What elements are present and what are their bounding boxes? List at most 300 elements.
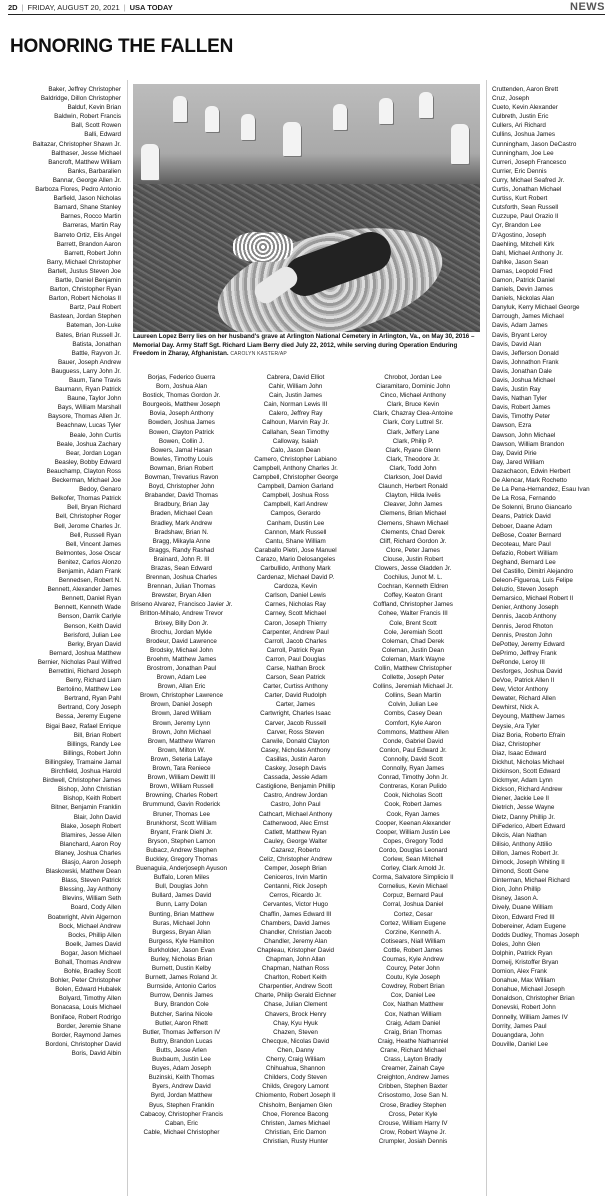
fallen-name: Birchfield, Joshua Harold xyxy=(50,768,121,776)
fallen-name: Cerros, Ricardo Jr. xyxy=(269,892,322,900)
fallen-name: Dobereiner, Adam Eugene xyxy=(492,922,566,930)
fallen-name: Caraballo Pietri, Jose Manuel xyxy=(254,546,337,554)
fallen-name: Donaldson, Christopher Brian xyxy=(492,995,575,1003)
fallen-name: Benson, Keith David xyxy=(63,622,121,630)
fallen-name: Cornelius, Kevin Michael xyxy=(378,883,448,891)
fallen-name: Berry, Richard Liam xyxy=(65,677,121,685)
fallen-name: Donahue, Max William xyxy=(492,977,555,985)
fallen-name: Catherwood, Alec Ernst xyxy=(262,819,329,827)
fallen-name: Daehling, Mitchell Kirk xyxy=(492,240,555,248)
fallen-name: Cooper, Keenan Alexander xyxy=(375,819,451,827)
fallen-name: Dixon, Edward Fred III xyxy=(492,913,555,921)
fallen-name: Bartelt, Justus Steven Joe xyxy=(47,267,121,275)
fallen-name: Benitez, Carlos Alonzo xyxy=(57,558,121,566)
fallen-name: DeVoe, Patrick Allen II xyxy=(492,677,555,685)
fallen-name: Christian, Rusty Hunter xyxy=(262,1137,329,1145)
fallen-name: Davis, Nathan Tyler xyxy=(492,395,547,403)
fallen-name: Bitner, Benjamin Franklin xyxy=(51,804,121,812)
fallen-name: Bryson, Stephen Lamon xyxy=(147,837,216,845)
fallen-name: Bessa, Jeremy Eugene xyxy=(55,713,121,721)
fallen-name: Calloway, Isaiah xyxy=(272,437,319,445)
fallen-name: Desforges, Joshua David xyxy=(492,668,563,675)
fallen-name: Dinterman, Michael Richard xyxy=(492,877,570,885)
fallen-name: Blaney, Joshua Charles xyxy=(54,849,121,857)
fallen-name: Dawson, John Michael xyxy=(492,431,556,439)
fallen-name: Curtiss, Kurt Robert xyxy=(492,195,548,203)
fallen-name: Celiz, Christopher Andrew xyxy=(259,855,332,863)
fallen-name: Cole, Brent Scott xyxy=(389,619,437,627)
fallen-name: Berrettini, Richard Joseph xyxy=(48,668,121,675)
fallen-name: Cross, Peter Kyle xyxy=(388,1110,438,1118)
fallen-name: Carnes, Nicholas Ray xyxy=(265,601,326,609)
fallen-name: Davis, Bryant Leroy xyxy=(492,331,547,339)
fallen-name: Deghand, Bernard Lee xyxy=(492,558,556,566)
fallen-name: Dawson, William Brandon xyxy=(492,440,565,448)
fallen-name: Barnes, Rocco Martin xyxy=(60,213,121,221)
fallen-name: Collette, Joseph Peter xyxy=(382,674,444,682)
fallen-name: Buckley, Gregory Thomas xyxy=(145,855,218,863)
fallen-name: Buenaguia, Anderjoseph Ayuson xyxy=(136,865,227,873)
fallen-name: Clemens, Brian Michael xyxy=(379,510,447,518)
fallen-name: Cohee, Walter Francis III xyxy=(378,610,448,618)
fallen-name: Caban, Eric xyxy=(165,1119,198,1127)
fallen-name: Courcy, Peter John xyxy=(386,965,440,973)
fallen-name: Coleman, Chad Derek xyxy=(381,637,445,645)
publication-date: FRIDAY, AUGUST 20, 2021 xyxy=(27,2,120,12)
fallen-name: Bull, Douglas John xyxy=(155,883,208,891)
fallen-name: Cullers, Ari Richard xyxy=(492,122,546,130)
fallen-name: Douville, Daniel Lee xyxy=(492,1040,549,1048)
fallen-name: Creamer, Zainah Caye xyxy=(381,1065,445,1073)
fallen-name: Charpentier, Andrew Scott xyxy=(258,983,333,991)
fallen-name: Donnelly, William James IV xyxy=(492,1013,568,1021)
fallen-name: Callahan, Sean Timothy xyxy=(262,428,329,436)
fallen-name: Corzine, Kenneth A. xyxy=(384,928,441,936)
fallen-name: Craig, Adam Daniel xyxy=(385,1019,441,1027)
fallen-name: Bruner, Thomas Lee xyxy=(153,810,210,818)
fallen-name: Baldwin, Robert Francis xyxy=(54,113,121,121)
fallen-name: De Alencar, Mark Rochetto xyxy=(492,477,567,485)
fallen-name: Conde, Gabriel David xyxy=(382,737,444,745)
fallen-name: Catlett, Matthew Ryan xyxy=(264,828,327,836)
fallen-name: Caron, Joseph Thierry xyxy=(264,619,327,627)
fallen-name: Cox, Nathan Matthew xyxy=(382,1001,444,1009)
fallen-name: Cunningham, Joe Lee xyxy=(492,149,554,157)
fallen-name: Childs, Gregory Lamont xyxy=(262,1083,329,1091)
fallen-name: Dietz, Danny Phillip Jr. xyxy=(492,813,555,821)
fallen-name: Dew, Victor Anthony xyxy=(492,686,549,694)
fallen-name: Byers, Andrew David xyxy=(152,1083,211,1091)
fallen-name: Contreras, Koran Pulido xyxy=(379,783,447,791)
fallen-name: Clark, Chazray Clea-Antoine xyxy=(373,410,453,418)
fallen-name: Diaz, Christopher xyxy=(492,740,541,748)
fallen-name: Cooper, William Justin Lee xyxy=(375,828,451,836)
fallen-name: Davis, Jonathan Dale xyxy=(492,367,552,375)
fallen-name: Cochran, Kenneth Eldren xyxy=(377,583,449,591)
fallen-name: Bullard, James David xyxy=(151,892,212,900)
fallen-name: Bell, Christopher Roger xyxy=(55,513,121,521)
fallen-name: Cahir, William John xyxy=(268,383,323,391)
fallen-name: Burley, Nicholas Brian xyxy=(150,956,213,963)
fallen-name: Collins, Sean Martin xyxy=(384,692,442,700)
fallen-name: Davis, Justin Ray xyxy=(492,386,541,394)
fallen-name: Buyes, Adam Joseph xyxy=(151,1065,212,1073)
fallen-name: Blevins, William Seth xyxy=(62,895,121,903)
headstone xyxy=(419,92,433,118)
fallen-name: Briseno Alvarez, Francisco Javier Jr. xyxy=(131,601,232,609)
fallen-name: Burnett, Dustin Kelby xyxy=(151,965,212,973)
fallen-name: Bancroft, Matthew William xyxy=(48,158,121,166)
photo-caption xyxy=(133,333,480,359)
fallen-name: Checque, Nicolas David xyxy=(261,1037,330,1045)
fallen-name: Barton, Robert Nicholas II xyxy=(48,295,121,303)
fallen-name: Diaz Boria, Roberto Efrain xyxy=(492,731,566,739)
fallen-name: Clayton, Hilda Ivelis xyxy=(385,492,441,500)
fallen-name: Defazio, Robert William xyxy=(492,549,558,557)
fallen-name: Bohler, Peter Christopher xyxy=(50,977,121,985)
fallen-name: Bowden, Joshua James xyxy=(148,419,215,427)
fallen-name: Bradley, Mark Andrew xyxy=(150,519,213,527)
fallen-name: Calero, Jeffrey Ray xyxy=(268,410,323,418)
fallen-name: Demarsico, Michael Robert II xyxy=(492,595,574,603)
column-rule xyxy=(127,80,128,1196)
fallen-name: Davis, Timothy Peter xyxy=(492,413,551,421)
fallen-name: Donevski, Robert John xyxy=(492,1004,556,1012)
fallen-name: Cole, Jeremiah Scott xyxy=(383,628,443,636)
fallen-name: Diaz, Isaac Edward xyxy=(492,749,547,757)
fallen-name: Dikcis, Alan Nathan xyxy=(492,831,547,839)
fallen-name: Blessing, Jay Anthony xyxy=(59,886,121,894)
fallen-name: Carter, David Rudolph xyxy=(264,692,327,700)
headstone xyxy=(333,104,347,130)
fallen-name: Curreri, Joseph Francesco xyxy=(492,158,567,166)
names-column-5 xyxy=(492,85,605,1049)
fallen-name: Bedoy, Genaro xyxy=(79,486,121,494)
fallen-name: Clowers, Jesse Gladden Jr. xyxy=(374,564,452,572)
fallen-name: Bolyard, Timothy Allen xyxy=(58,995,121,1003)
fallen-name: Blake, Joseph Robert xyxy=(60,822,121,830)
fallen-name: Cochilus, Junot M. L. xyxy=(383,574,443,582)
fallen-name: Battle, Rayvon Jr. xyxy=(71,349,121,357)
fallen-name: Crane, Richard Michael xyxy=(380,1046,446,1054)
names-column-3 xyxy=(243,373,348,1146)
fallen-name: Doles, John Glen xyxy=(492,940,541,948)
fallen-name: Carver, Ross Steven xyxy=(266,728,325,736)
fallen-name: Bennedsen, Robert N. xyxy=(58,577,121,585)
fallen-name: Baker, Jeffrey Christopher xyxy=(48,86,121,93)
fallen-name: Clark, Cory Luttrel Sr. xyxy=(382,419,444,427)
fallen-name: DiFederico, Albert Edward xyxy=(492,822,566,830)
fallen-name: Brainard, John R. III xyxy=(153,555,210,563)
fallen-name: Brodsky, Michael John xyxy=(150,646,213,654)
fallen-name: Bartz, Paul Robert xyxy=(69,304,121,312)
fallen-name: Chazen, Steven xyxy=(273,1028,318,1036)
fallen-name: Conlon, Paul Edward Jr. xyxy=(379,746,447,754)
fallen-name: Cunningham, Jason DeCastro xyxy=(492,140,577,148)
fallen-name: DeBose, Coater Bernard xyxy=(492,531,561,539)
fallen-name: Cazarez, Roberto xyxy=(270,846,321,854)
fallen-name: Dickhut, Nicholas Michael xyxy=(492,758,565,766)
fallen-name: Bonacasa, Louis Michael xyxy=(50,1004,121,1012)
fallen-name: Dahlke, Jason Sean xyxy=(492,258,549,266)
fallen-name: Dahl, Michael Anthony Jr. xyxy=(492,249,564,257)
fallen-name: Combs, Casey Dean xyxy=(383,710,443,718)
fallen-name: Bear, Jordan Logan xyxy=(66,449,121,457)
fallen-name: Braden, Michael Cean xyxy=(150,510,213,518)
fallen-name: Bowers, Jamal Hasan xyxy=(150,446,213,454)
fallen-name: Canham, Dustin Lee xyxy=(266,519,325,527)
fallen-name: Dickinson, Scott Edward xyxy=(492,768,561,776)
fallen-name: Butler, Thomas Jefferson IV xyxy=(142,1028,221,1036)
fallen-name: Carney, Scott Michael xyxy=(264,610,327,618)
fallen-name: Board, Cody Allen xyxy=(70,904,121,912)
fallen-name: Cruttenden, Aaron Brett xyxy=(492,86,559,93)
fallen-name: Cortez, Cesar xyxy=(393,910,433,918)
fallen-name: Coffland, Christopher James xyxy=(373,601,453,609)
fallen-name: Corral, Joshua Daniel xyxy=(382,901,444,909)
fallen-name: Bishop, John Christian xyxy=(57,786,121,794)
fallen-name: Clark, Ryane Glenn xyxy=(385,446,441,454)
fallen-name: Domeij, Kristoffer Bryan xyxy=(492,959,559,966)
fallen-name: Boelk, James David xyxy=(65,940,121,948)
fallen-name: Burrow, Dennis James xyxy=(150,992,213,1000)
fallen-name: Bragg, Mikayla Anne xyxy=(152,537,211,545)
fallen-name: Barrett, Robert John xyxy=(64,249,121,257)
fallen-name: Berky, Bryan David xyxy=(67,640,121,648)
fallen-name: Dolphin, Patrick Ryan xyxy=(492,949,553,957)
fallen-name: Disney, Jason A. xyxy=(492,895,539,903)
fallen-name: Brostrom, Jonathan Paul xyxy=(146,665,217,672)
fallen-name: Blair, John David xyxy=(73,813,121,821)
fallen-name: Crose, Bradley Stephen xyxy=(379,1101,447,1109)
fallen-name: Bartle, Daniel Benjamin xyxy=(55,276,121,284)
fallen-name: Dickmyer, Adam Lynn xyxy=(492,777,553,785)
fallen-name: Brown, Milton W. xyxy=(157,746,206,754)
fallen-name: Brown, Daniel Joseph xyxy=(150,701,213,709)
fallen-name: Buffalo, Loren Miles xyxy=(153,874,210,882)
fallen-name: Blaskowski, Matthew Dean xyxy=(45,868,121,876)
fallen-name: Dazachacon, Edwin Herbert xyxy=(492,467,571,475)
fallen-name: Bradbury, Brian Jay xyxy=(154,501,209,509)
fallen-name: Billings, Robert John xyxy=(63,749,121,757)
fallen-name: Belmontes, Jose Oscar xyxy=(55,549,121,557)
fallen-name: Casillas, Justin Aaron xyxy=(265,755,326,763)
fallen-name: Barboza Flores, Pedro Antonio xyxy=(35,186,121,194)
fallen-name: Cauley, George Walter xyxy=(263,837,328,845)
fallen-name: Brown, Tara Reniece xyxy=(152,765,211,773)
fallen-name: Coleman, Justin Dean xyxy=(382,646,444,654)
fallen-name: Chandler, Christian Jacob xyxy=(259,928,332,936)
fallen-name: Dillon, James Robert Jr. xyxy=(492,849,559,857)
fallen-name: Curry, Michael Seafred Jr. xyxy=(492,176,565,184)
fallen-name: Baldridge, Dillon Christopher xyxy=(40,95,121,103)
fallen-name: Buzinski, Keith Thomas xyxy=(148,1074,215,1082)
fallen-name: Deleon-Figueroa, Luis Felipe xyxy=(492,577,573,585)
fallen-name: Baum, Tane Travis xyxy=(68,377,121,384)
fallen-name: Calhoun, Marvin Ray Jr. xyxy=(261,419,330,427)
fallen-name: Carbullido, Anthony Mark xyxy=(260,564,331,572)
fallen-name: Cliff, Richard Gordon Jr. xyxy=(379,537,447,545)
fallen-name: Chrobot, Jordan Lee xyxy=(384,374,442,381)
fallen-name: Belkofer, Thomas Patrick xyxy=(51,495,121,503)
fallen-name: Buttry, Brandon Lucas xyxy=(150,1037,213,1045)
fallen-name: Day, David Pirie xyxy=(492,449,537,457)
fallen-name: Dawson, Ezra xyxy=(492,422,532,430)
fallen-name: Blamires, Jesse Allen xyxy=(61,831,121,839)
fallen-name: Boatwright, Alvin Algernon xyxy=(47,913,121,921)
fallen-name: Boniface, Robert Rodrigo xyxy=(50,1013,121,1021)
fallen-name: Bernard, Joshua Matthew xyxy=(49,649,121,657)
fallen-name: Ball, Scott Rowen xyxy=(71,122,121,130)
headstone xyxy=(173,96,187,122)
masthead xyxy=(8,0,605,14)
fallen-name: Ceniceros, Irvin Martin xyxy=(264,874,327,882)
fallen-name: Dilisio, Anthony Attilio xyxy=(492,840,552,848)
fallen-name: Buras, Michael John xyxy=(152,919,211,927)
fallen-name: Dively, Duane William xyxy=(492,904,553,912)
fallen-name: Bunn, Larry Dolan xyxy=(156,901,207,909)
fallen-name: Coleman, Mark Wayne xyxy=(381,655,445,663)
fallen-name: Cook, Nicholas Scott xyxy=(383,792,443,800)
masthead-rule xyxy=(8,14,605,15)
fallen-name: Campbell, Anthony Charles Jr. xyxy=(253,464,338,472)
fallen-name: Cherry, Craig William xyxy=(265,1056,325,1064)
fallen-name: Border, Raymond James xyxy=(51,1031,121,1039)
fallen-name: Clouse, Justin Robert xyxy=(382,555,444,563)
fallen-name: Burnside, Antonio Carlos xyxy=(146,983,217,991)
section-label: NEWS xyxy=(570,1,605,13)
fallen-name: Balthaser, Jesse Michael xyxy=(51,149,121,157)
fallen-name: Bell, Russell Ryan xyxy=(69,531,121,539)
fallen-name: Bell, Vincent James xyxy=(65,540,121,548)
fallen-name: Castro, John Paul xyxy=(270,801,321,809)
fallen-name: Brennan, Joshua Charles xyxy=(145,574,218,582)
fallen-name: Bowman, Trevarius Ravon xyxy=(144,474,219,482)
fallen-name: Bostick, Thomas Gordon Jr. xyxy=(142,392,221,400)
fallen-name: Birdwell, Christopher James xyxy=(42,777,121,785)
fallen-name: Danyluk, Kerry Michael George xyxy=(492,304,580,312)
fallen-name: Deyoung, Matthew James xyxy=(492,713,565,721)
fallen-name: Beachnaw, Lucas Tyler xyxy=(56,422,121,430)
fallen-name: Bovia, Joseph Anthony xyxy=(149,410,214,418)
fallen-name: Beale, Joshua Zachary xyxy=(56,440,121,448)
fallen-name: Chapleau, Kristopher David xyxy=(256,946,334,954)
fallen-name: Davis, Joshua Michael xyxy=(492,377,555,384)
fallen-name: Bock, Michael Andrew xyxy=(59,922,121,930)
fallen-name: Casey, Nicholas Anthony xyxy=(260,746,331,754)
fallen-name: Clark, Philip P. xyxy=(392,437,434,445)
fallen-name: Creighton, Andrew James xyxy=(376,1074,450,1082)
fallen-name: Dorrity, James Paul xyxy=(492,1022,547,1030)
fallen-name: Chambers, David James xyxy=(261,919,330,927)
fallen-name: Currier, Eric Dennis xyxy=(492,167,547,175)
fallen-name: Benjamin, Adam Frank xyxy=(57,567,121,575)
fallen-name: Barreto Ortiz, Elis Angel xyxy=(54,231,121,239)
fallen-name: Bell, Jerome Charles Jr. xyxy=(54,522,121,530)
fallen-name: Cleaver, John James xyxy=(383,501,443,509)
fallen-name: Campbell, Karl Andrew xyxy=(263,501,328,509)
fallen-name: Crisostomo, Jose San N. xyxy=(378,1092,448,1100)
fallen-name: Cain, Justin James xyxy=(268,392,323,400)
fallen-name: Bohle, Bradley Scott xyxy=(63,968,121,976)
cemetery-photo xyxy=(133,84,480,332)
fallen-name: Diener, Jackie Lee II xyxy=(492,795,550,803)
fallen-name: Boyd, Christopher John xyxy=(148,483,215,491)
fallen-name: Blanchard, Aaron Roy xyxy=(59,840,121,848)
fallen-name: Christian, Eric Damon xyxy=(264,1128,327,1136)
fallen-name: Baumann, Ryan Patrick xyxy=(54,386,121,394)
fallen-name: Benson, Darrik Carlyle xyxy=(58,613,121,621)
fallen-name: Billingsley, Tramaine Jamal xyxy=(45,758,121,766)
fallen-name: Dewhirst, Nick A. xyxy=(492,704,540,712)
fallen-name: Cervantes, Victor Hugo xyxy=(263,901,328,909)
fallen-name: Craig, Brian Thomas xyxy=(384,1028,442,1036)
fallen-name: Chapman, John Allan xyxy=(265,956,326,963)
fallen-name: Castiglione, Benjamin Phillip xyxy=(255,783,336,791)
fallen-name: Bubacz, Andrew Stephen xyxy=(146,846,217,854)
fallen-name: Chandler, Jeremy Alan xyxy=(263,937,328,945)
fallen-name: Connolly, Ryan James xyxy=(381,765,445,773)
fallen-name: Childers, Cody Steven xyxy=(264,1074,327,1082)
fallen-name: Dickson, Richard Andrew xyxy=(492,786,563,794)
fallen-name: Camero, Christopher Labiano xyxy=(254,455,337,463)
fallen-name: Darrough, James Michael xyxy=(492,313,564,321)
fallen-name: DePrimo, Jeffrey Frank xyxy=(492,649,557,657)
fallen-name: Baltazar, Christopher Shawn Jr. xyxy=(32,140,121,148)
fallen-name: Campbell, Damion Garland xyxy=(257,483,334,491)
fallen-name: Charlton, Robert Keith xyxy=(264,974,327,982)
names-column-4 xyxy=(358,373,468,1146)
fallen-name: Baune, Taylor John xyxy=(67,395,121,403)
masthead-separator: | xyxy=(21,2,24,12)
fallen-name: Clarkson, Joel David xyxy=(384,474,442,482)
fallen-name: Calo, Jason Dean xyxy=(270,446,321,454)
fallen-name: Donahue, Michael Joseph xyxy=(492,986,565,994)
fallen-name: Cardenaz, Michael David P. xyxy=(256,574,335,582)
fallen-name: Copes, Gregory Todd xyxy=(383,837,443,845)
fallen-name: Cruz, Joseph xyxy=(492,95,530,103)
fallen-name: Coumas, Kyle Andrew xyxy=(382,956,444,963)
fallen-name: Chaffin, James Edward III xyxy=(259,910,332,918)
fallen-name: Cook, Robert James xyxy=(384,801,442,809)
fallen-name: Cueto, Kevin Alexander xyxy=(492,104,558,112)
fallen-name: Clark, Theodore Jr. xyxy=(386,455,440,463)
fallen-name: Chavers, Brock Henry xyxy=(264,1010,327,1018)
fallen-name: Barry, Michael Christopher xyxy=(46,258,121,266)
page-number: 2D xyxy=(8,2,18,12)
fallen-name: Damon, Patrick Daniel xyxy=(492,276,555,284)
fallen-name: Bowman, Brian Robert xyxy=(149,464,214,472)
fallen-name: Bishop, Keith Robert xyxy=(63,795,121,803)
fallen-name: Chisholm, Benjamen Glen xyxy=(258,1101,333,1109)
fallen-name: Deluzio, Steven Joseph xyxy=(492,586,559,594)
fallen-name: Crouse, William Harry IV xyxy=(378,1119,448,1127)
fallen-name: Carpenter, Andrew Paul xyxy=(262,628,329,636)
fallen-name: Cartwright, Charles Isaac xyxy=(260,710,331,718)
fallen-name: Barnard, Shane Stanley xyxy=(54,204,121,212)
fallen-name: Conrad, Timothy John Jr. xyxy=(378,774,448,782)
fallen-name: Burgess, Kyle Hamilton xyxy=(148,937,215,945)
fallen-name: Bogar, Jason Michael xyxy=(60,949,121,957)
fallen-name: De La Pena-Hernandez, Esau Ivan xyxy=(492,486,590,494)
fallen-name: Davis, David Alan xyxy=(492,340,542,348)
page-headline: HONORING THE FALLEN xyxy=(10,36,234,57)
fallen-name: Bennett, Daniel Ryan xyxy=(61,595,121,603)
fallen-name: Dietrich, Jesse Wayne xyxy=(492,804,555,812)
fallen-name: Bateman, Jon-Luke xyxy=(66,322,121,330)
fallen-name: Bauer, Joseph Andrew xyxy=(57,358,121,366)
fallen-name: Davis, Jefferson Donald xyxy=(492,349,559,357)
